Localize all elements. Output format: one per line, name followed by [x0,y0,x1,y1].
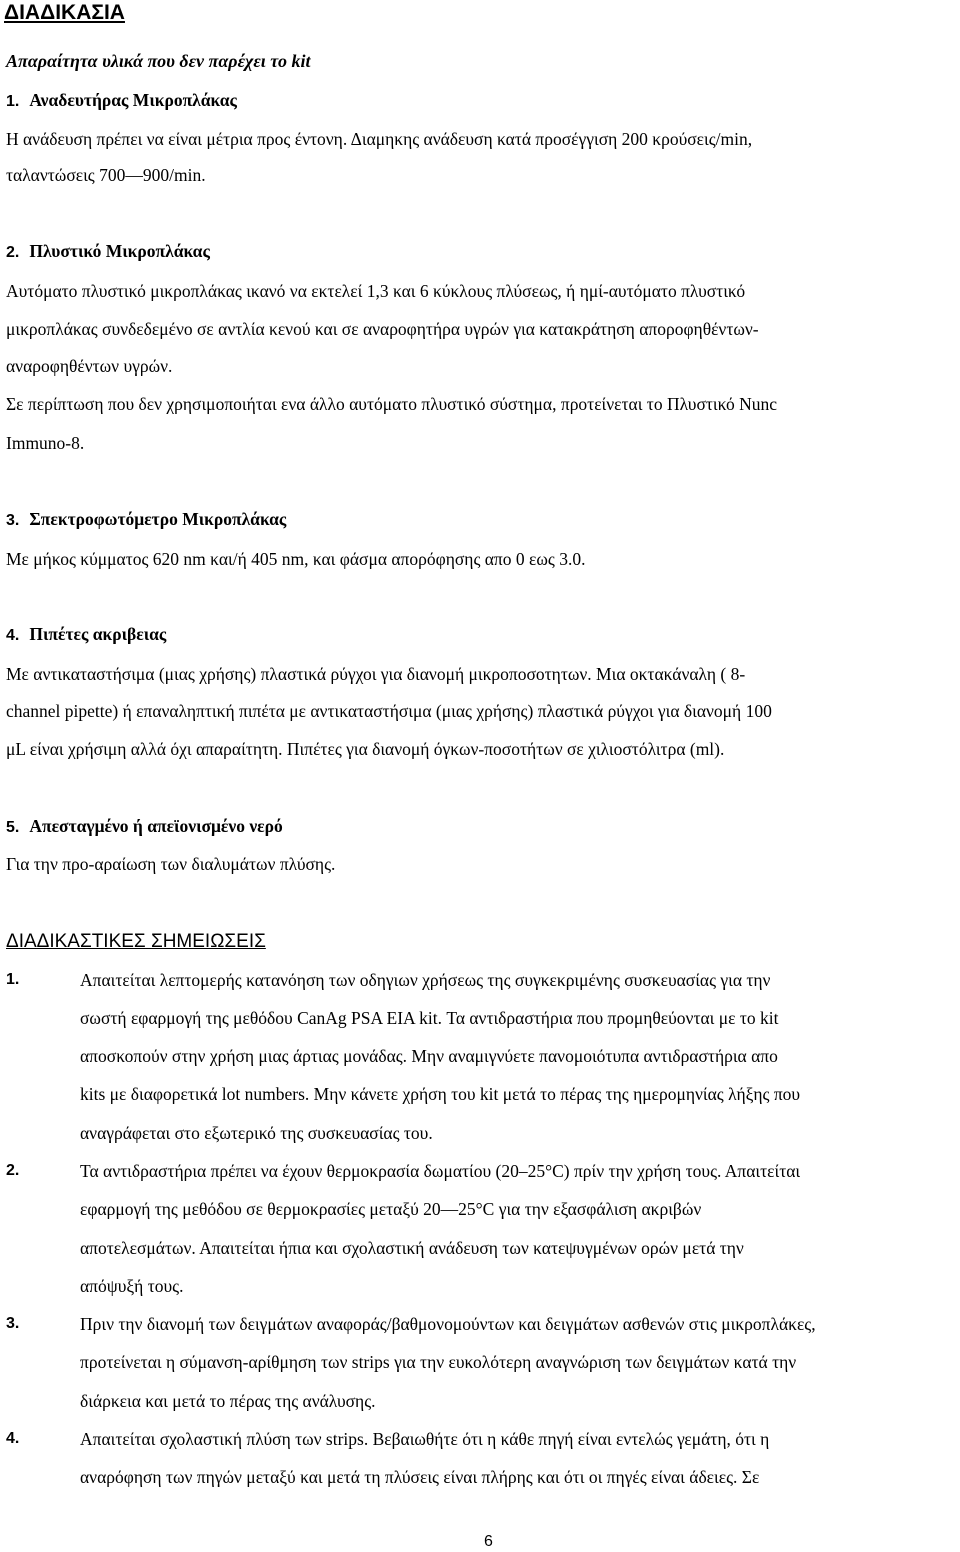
paragraph-line: μικροπλάκας συνδεδεμένο σε αντλία κενού και σε αναροφητήρα υγρών για κατακράτηση αποροφηθέντων- [6,319,759,339]
notes-title: ΔΙΑΔΙΚΑΣΤΙΚΕΣ ΣΗΜΕΙΩΣΕΙΣ [6,931,266,952]
paragraph-line: ταλαντώσεις 700—900/min. [6,165,206,185]
note-line: Τα αντιδραστήρια πρέπει να έχουν θερμοκρασία δωματίου (20–25°C) πρίν την χρήση τους. Απαιτείται [80,1161,801,1181]
note-line: Απαιτείται λεπτομερής κατανόηση των οδηγιων χρήσεως της συγκεκριμένης συσκευασίας για την [80,970,771,990]
paragraph-line: αναροφηθέντων υγρών. [6,356,173,376]
paragraph-line: Με μήκος κύμματος 620 nm και/ή 405 nm, και φάσμα απορόφησης απο 0 εως 3.0. [6,549,586,569]
item-number: 3. [6,512,20,529]
paragraph-line: Με αντικαταστήσιμα (μιας χρήσης) πλαστικά ρύγχοι για διανομή μικροποσοτητων. Μια οκτακάναλη ( 8- [6,664,746,684]
note-line: Πριν την διανομή των δειγμάτων αναφοράς/βαθμονομούντων και δειγμάτων ασθενών στις μικροπλάκες, [80,1314,816,1334]
item-number: 2. [6,244,20,261]
item-number: 5. [6,819,20,836]
note-number: 3. [6,1315,20,1332]
note-number: 2. [6,1162,20,1179]
note-number: 1. [6,971,20,988]
item-heading-text: Πιπέτες ακριβειας [29,624,167,644]
note-line: αποτελεσμάτων. Απαιτείται ήπια και σχολαστική ανάδευση των κατεψυγμένων ορών μετά την [80,1238,744,1258]
note-line: διάρκεια και μετά το πέρας της ανάλυσης. [80,1391,376,1411]
page-number: 6 [484,1533,493,1550]
paragraph-line: Immuno-8. [6,433,85,453]
paragraph-line: channel pipette) ή επαναληπτική πιπέτα με αντικαταστήσιμα (μιας χρήσης) πλαστικά ρύγχοι για διανομή 100 [6,701,772,721]
note-line: απόψυξή τους. [80,1276,184,1296]
note-number: 4. [6,1430,20,1447]
item-3-heading [6,508,286,532]
item-2-heading [6,240,210,264]
materials-heading: Απαραίτητα υλικά που δεν παρέχει το kit [6,51,311,71]
paragraph-line: Αυτόματο πλυστικό μικροπλάκας ικανό να εκτελεί 1,3 και 6 κύκλους πλύσεως, ή ημί-αυτόματο πλυστικό [6,281,746,301]
paragraph-line: μL είναι χρήσιμη αλλά όχι απαραίτητη. Πιπέτες για διανομή όγκων-ποσοτήτων σε χιλιοστόλιτρα (ml). [6,739,725,759]
item-heading-text: Απεσταγμένο ή απεϊονισμένο νερό [29,816,283,836]
item-5-heading [6,815,283,839]
paragraph-line: Η ανάδευση πρέπει να είναι μέτρια προς έντονη. Διαμηκης ανάδευση κατά προσέγγιση 200 κρούσεις/min, [6,129,753,149]
item-heading-text: Αναδευτήρας Μικροπλάκας [29,90,237,110]
note-line: αναρόφηση των πηγών μεταξύ και μετά τη πλύσεις είναι πλήρης και ότι οι πηγές είναι άδειες. Σε [80,1467,760,1487]
note-line: kits με διαφορετικά lot numbers. Μην κάνετε χρήση του kit μετά το πέρας της ημερομηνίας λήξης που [80,1084,801,1104]
note-line: αποσκοπούν στην χρήση μιας άρτιας μονάδας. Μην αναμιγνύετε πανομοιότυπα αντιδραστήρια απο [80,1046,778,1066]
item-4-heading [6,623,166,647]
paragraph-line: Σε περίπτωση που δεν χρησιμοποιήται ενα άλλο αυτόματο πλυστικό σύστημα, προτείνεται το Πλυστικό Nunc [6,394,778,414]
note-line: εφαρμογή της μεθόδου σε θερμοκρασίες μεταξύ 20—25°C για την εξασφάλιση ακριβών [80,1199,702,1219]
paragraph-line: Για την προ-αραίωση των διαλυμάτων πλύσης. [6,854,336,874]
item-heading-text: Σπεκτροφωτόμετρο Μικροπλάκας [29,509,287,529]
item-number: 1. [6,93,20,110]
note-line: σωστή εφαρμογή της μεθόδου CanAg PSA EIA kit. Τα αντιδραστήρια που προμηθεύονται με το kit [80,1008,779,1028]
note-line: Απαιτείται σχολαστική πλύση των strips. Βεβαιωθήτε ότι η κάθε πηγή είναι εντελώς γεμάτη, ότι η [80,1429,770,1449]
page-title: ΔΙΑΔΙΚΑΣΙΑ [4,1,125,24]
item-1-heading [6,89,237,113]
note-line: προτείνεται η σύμανση-αρίθμηση των strips για την ευκολότερη αναγνώριση των δειγμάτων κατά την [80,1352,797,1372]
item-heading-text: Πλυστικό Μικροπλάκας [29,241,210,261]
item-number: 4. [6,627,20,644]
note-line: αναγράφεται στο εξωτερικό της συσκευασίας του. [80,1123,433,1143]
